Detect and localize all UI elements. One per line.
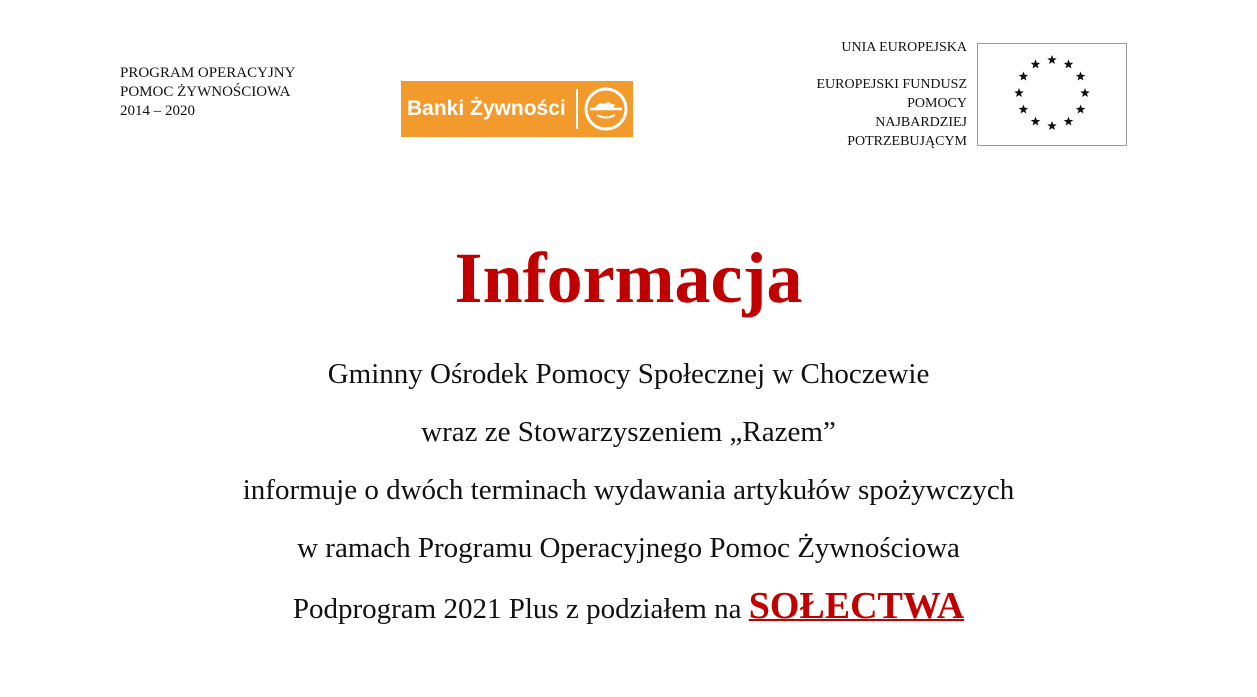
- body-line-1: Gminny Ośrodek Pomocy Społecznej w Choczewie: [327, 358, 930, 390]
- program-name-block: [120, 64, 295, 121]
- eu-star-9: [1019, 105, 1029, 114]
- body-line-4: w ramach Programu Operacyjnego Pomoc Żywnościowa: [297, 532, 960, 564]
- eu-fund-line-2: POMOCY: [907, 96, 967, 111]
- eu-fund-line-3: NAJBARDZIEJ: [875, 115, 967, 130]
- body-line-2: wraz ze Stowarzyszeniem „Razem”: [421, 416, 836, 448]
- eu-star-circle-icon: [978, 44, 1126, 145]
- eu-star-4: [1080, 88, 1090, 97]
- eu-star-5: [1076, 105, 1086, 114]
- eu-flag: [977, 43, 1127, 146]
- body-line-3: informuje o dwóch terminach wydawania artykułów spożywczych: [242, 474, 1015, 506]
- eu-union-label: UNIA EUROPEJSKA: [841, 40, 967, 55]
- banki-zywnosci-logo: [401, 81, 633, 137]
- program-line-1: PROGRAM OPERACYJNY: [120, 65, 296, 81]
- banki-logo-text: Banki Żywności: [407, 97, 566, 120]
- program-line-2: POMOC ŻYWNOŚCIOWA: [120, 84, 291, 100]
- eu-fund-line-4: POTRZEBUJĄCYM: [847, 134, 967, 149]
- bird-in-circle-icon: [583, 86, 629, 132]
- eu-star-8: [1031, 117, 1041, 126]
- solectwa-highlight: SOŁECTWA: [748, 585, 965, 627]
- eu-fund-line-1: EUROPEJSKI FUNDUSZ: [816, 77, 967, 92]
- banki-logo-divider: [576, 89, 578, 129]
- eu-fund-text: [816, 38, 967, 151]
- eu-star-11: [1019, 72, 1029, 81]
- eu-star-2: [1064, 59, 1074, 68]
- eu-star-6: [1064, 117, 1074, 126]
- body-line-5-prefix: Podprogram 2021 Plus z podziałem na: [292, 593, 749, 625]
- body-line-5: [0, 584, 1257, 642]
- announcement-body: [0, 352, 1257, 642]
- eu-star-10: [1014, 88, 1024, 97]
- eu-star-12: [1031, 59, 1041, 68]
- eu-star-3: [1076, 72, 1086, 81]
- program-years: 2014 – 2020: [120, 103, 195, 119]
- eu-star-1: [1047, 55, 1057, 64]
- eu-star-7: [1047, 121, 1057, 130]
- page-title: Informacja: [454, 238, 803, 318]
